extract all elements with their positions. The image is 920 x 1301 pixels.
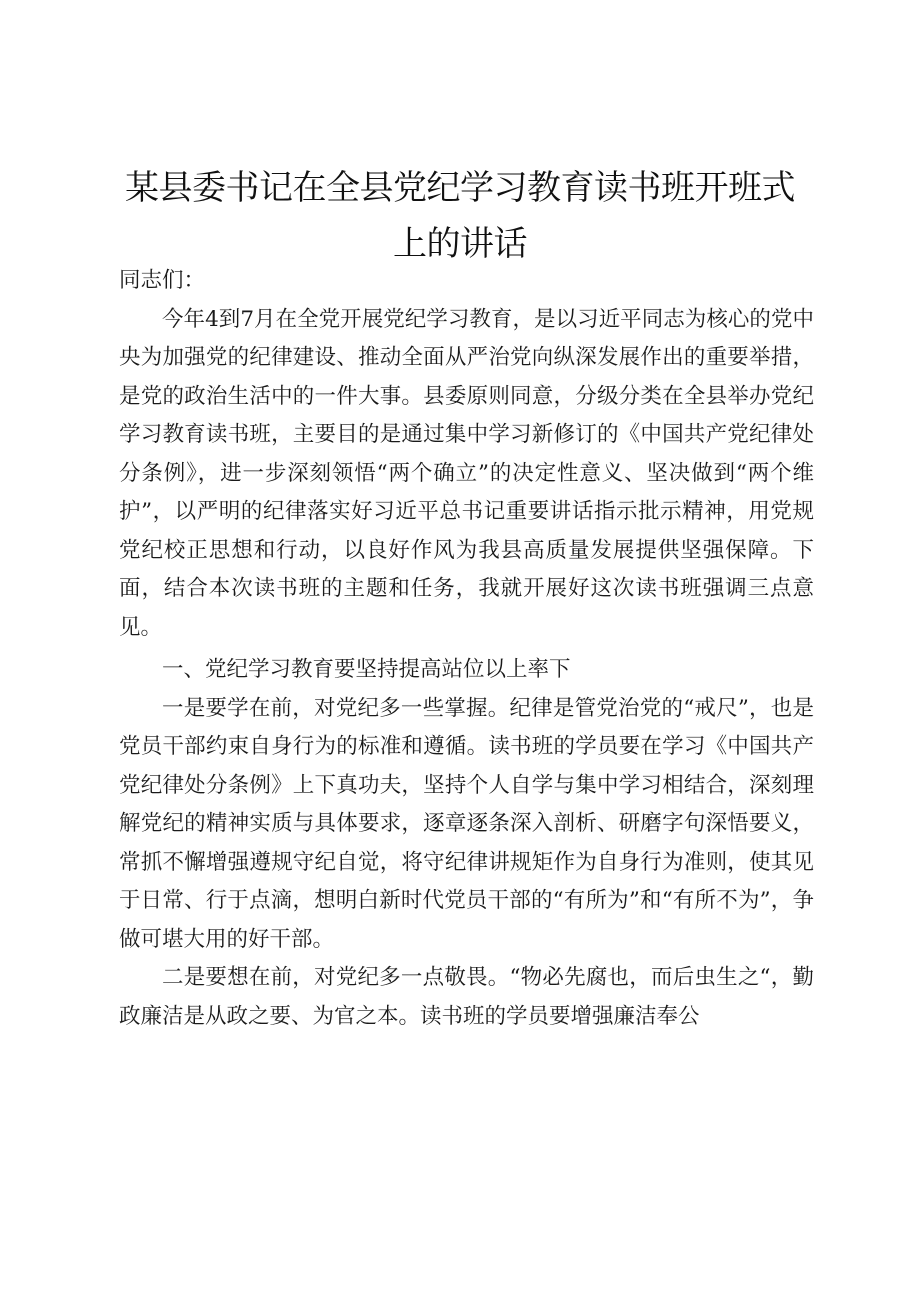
document-body: [119, 262, 814, 1036]
section1-paragraph-2: 二是要想在前，对党纪多一点敬畏。“物必先腐也，而后虫生之“，勤政廉洁是从政之要、为官之本。读书班的学员要增强廉洁奉公: [119, 965, 814, 1029]
salutation: 同志们：: [119, 268, 206, 293]
section1-paragraph-1: 一是要学在前，对党纪多一些掌握。纪律是管党治党的“戒尺”，也是党员干部约束自身行为的标准和遵循。读书班的学员要在学习《中国共产党纪律处分条例》上下真功夫，坚持个人自学与集中学习相结合，深刻理解党纪的精神实质与具体要求，逐章逐条深入剖析、研磨字句深悟要义，常抓不懈增强遵规守纪自觉，将守纪律讲规矩作为自身行为准则，使其见于日常、行于点滴，想明白新时代党员干部的“有所为”和“有所不为”，争做可堪大用的好干部。: [119, 695, 814, 952]
title-line-1: 某县委书记在全县党纪学习教育读书班开班式: [125, 168, 795, 208]
intro-paragraph: 今年4到7月在全党开展党纪学习教育，是以习近平同志为核心的党中央为加强党的纪律建设、推动全面从严治党向纵深发展作出的重要举措，是党的政治生活中的一件大事。县委原则同意，分级分类在全县举办党纪学习教育读书班，主要目的是通过集中学习新修订的《中国共产党纪律处分条例》，进一步深刻领悟“两个确立”的决定性意义、坚决做到“两个维护”，以严明的纪律落实好习近平总书记重要讲话指示批示精神，用党规党纪校正思想和行动，以良好作风为我县高质量发展提供坚强保障。下面，结合本次读书班的主题和任务，我就开展好这次读书班强调三点意见。: [119, 306, 814, 640]
section-heading-1: 一、党纪学习教育要坚持提高站位以上率下: [162, 657, 571, 682]
document-title: [100, 160, 820, 272]
title-line-2: 上的讲话: [393, 224, 527, 264]
